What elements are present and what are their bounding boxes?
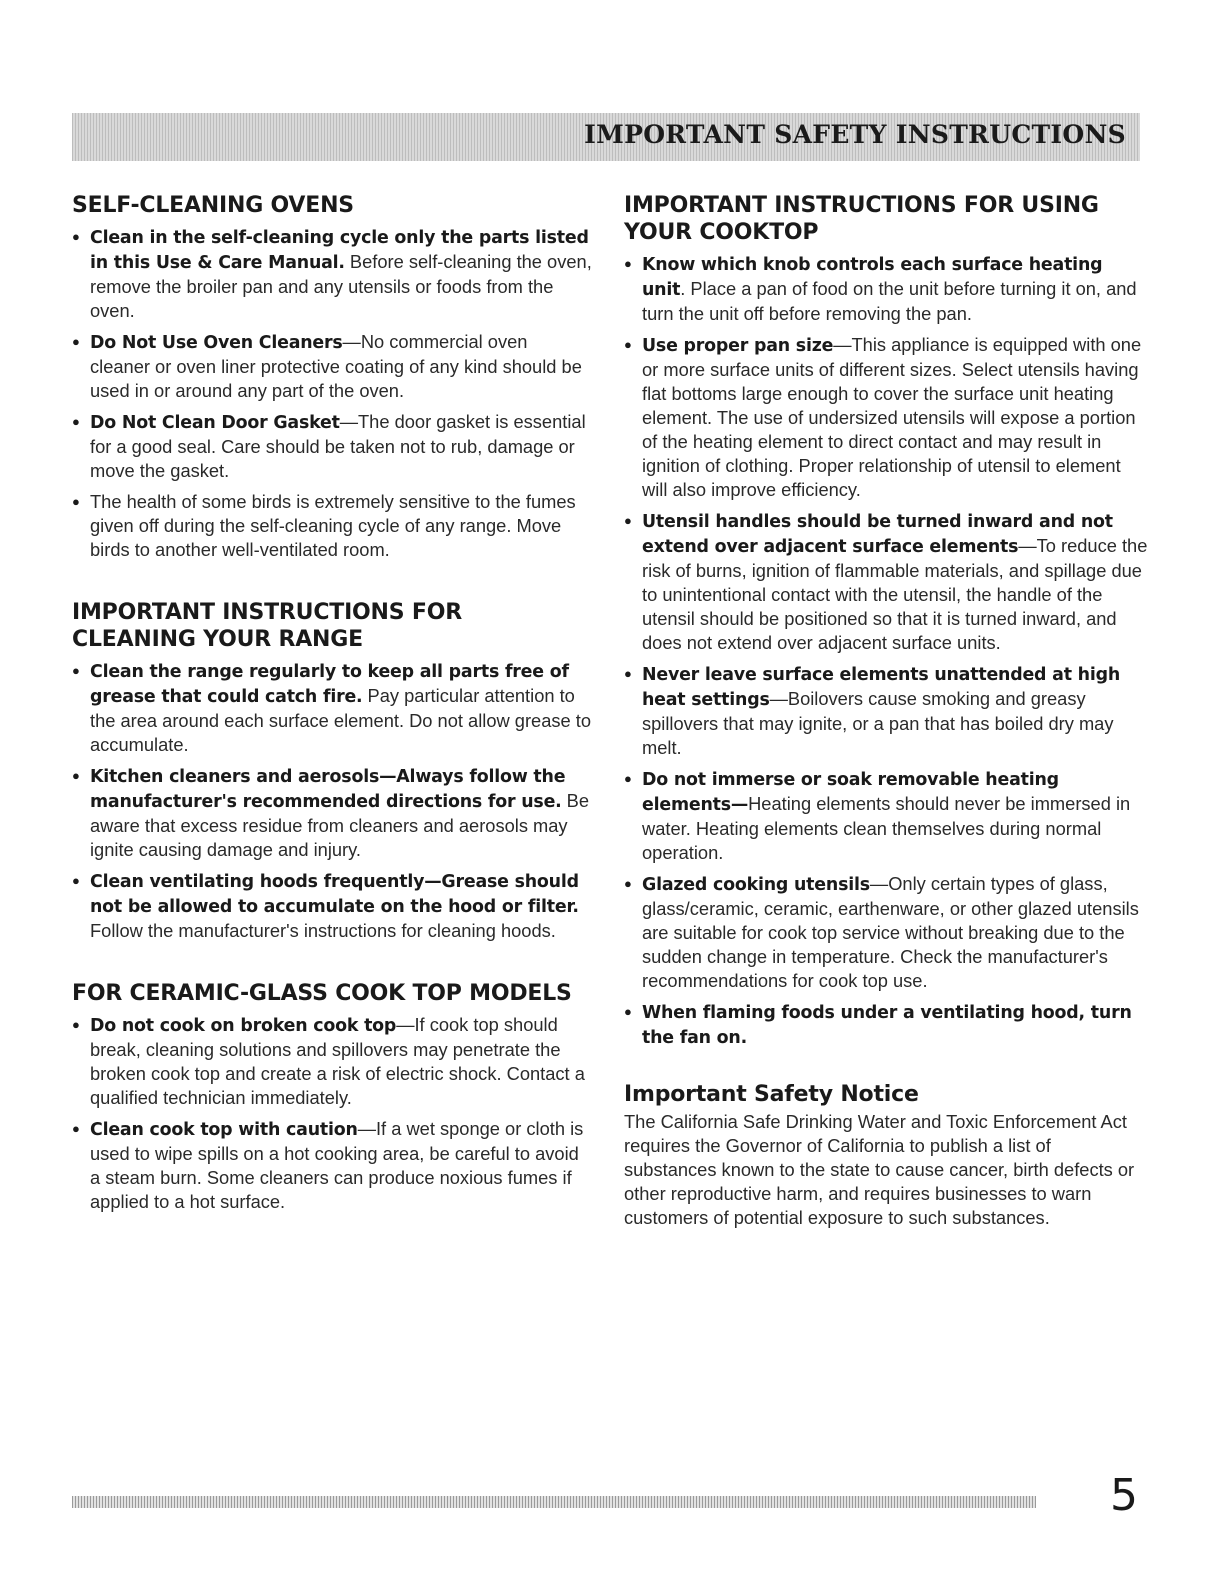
section-title-ceramic-glass: FOR CERAMIC-GLASS COOK TOP MODELS [72,981,572,1006]
list-item: ● Clean cook top with caution—If a wet sponge or cloth is used to wipe spills on a hot cooking area, be careful to avoid a steam burn. Some cleaners can produce noxious fumes if applied to a hot surface. [72,1117,592,1214]
cleaning-range-list [72,659,592,943]
header-banner [72,113,1140,161]
list-item: ● Clean ventilating hoods frequently—Grease should not be allowed to accumulate on the hood or filter. Follow the manufacturer's instructions for cleaning hoods. [72,869,592,943]
section-title-using-cooktop: IMPORTANT INSTRUCTIONS FOR USING YOUR COOKTOP [624,193,1099,245]
page-title: IMPORTANT SAFETY INSTRUCTIONS [584,120,1126,149]
list-item: ● Do not cook on broken cook top—If cook top should break, cleaning solutions and spillovers may penetrate the broken cook top and create a risk of electric shock. Contact a qualified technician immediately. [72,1013,592,1110]
section-title-self-cleaning: SELF-CLEANING OVENS [72,193,354,218]
list-item: ● Never leave surface elements unattended at high heat settings—Boilovers cause smoking and greasy spillovers that may ignite, or a pan that has boiled dry may melt. [624,662,1148,760]
using-cooktop-list [624,252,1148,1050]
right-column [624,192,1148,1230]
list-item: ● Clean in the self-cleaning cycle only the parts listed in this Use & Care Manual. Before self-cleaning the oven, remove the broiler pan and any utensils or foods from the oven. [72,225,592,323]
list-item: ● Do not immerse or soak removable heating elements—Heating elements should never be immersed in water. Heating elements clean themselves during normal operation. [624,767,1148,865]
list-item: ● Clean the range regularly to keep all parts free of grease that could catch fire. Pay particular attention to the area around each surface element. Do not allow grease to accumulate. [72,659,592,757]
list-item: ● Do Not Clean Door Gasket—The door gasket is essential for a good seal. Care should be taken not to rub, damage or move the gasket. [72,410,592,483]
list-item: ● Kitchen cleaners and aerosols—Always follow the manufacturer's recommended directions for use. Be aware that excess residue from cleaners and aerosols may ignite causing damage and injury. [72,764,592,862]
safety-notice-text: The California Safe Drinking Water and Toxic Enforcement Act requires the Governor of California to publish a list of substances known to the state to cause cancer, birth defects or other reproductive harm, and requires businesses to warn customers of potential exposure to such substances. [624,1111,1135,1228]
list-item: ● Glazed cooking utensils—Only certain types of glass, glass/ceramic, ceramic, earthenware, or other glazed utensils are suitable for cook top service without breaking due to the sudden change in temperature. Check the manufacturer's recommendations for cook top use. [624,872,1148,993]
section-title-safety-notice: Important Safety Notice [624,1082,919,1107]
footer-bar [72,1496,1036,1508]
section-title-cleaning-range: IMPORTANT INSTRUCTIONS FOR CLEANING YOUR RANGE [72,600,462,652]
self-cleaning-list [72,225,592,562]
left-column [72,192,592,1221]
list-item: ● Utensil handles should be turned inward and not extend over adjacent surface elements—To reduce the risk of burns, ignition of flammable materials, and spillage due to unintentional contact with the utensil, the handle of the utensil should be positioned so that it is turned inward, and does not extend over adjacent surface units. [624,509,1148,655]
list-item: ● Do Not Use Oven Cleaners—No commercial oven cleaner or oven liner protective coating of any kind should be used in or around any part of the oven. [72,330,592,403]
list-item: ● Use proper pan size—This appliance is equipped with one or more surface units of different sizes. Select utensils having flat bottoms large enough to cover the surface unit heating element. The use of undersized utensils will expose a portion of the heating element to direct contact and may result in ignition of clothing. Proper relationship of utensil to element will also improve efficiency. [624,333,1148,502]
list-item: ● Know which knob controls each surface heating unit. Place a pan of food on the unit before turning it on, and turn the unit off before removing the pan. [624,252,1148,326]
ceramic-glass-list [72,1013,592,1214]
list-item: ● The health of some birds is extremely sensitive to the fumes given off during the self-cleaning cycle of any range. Move birds to another well-ventilated room. [72,490,592,562]
page-number: 5 [1110,1470,1138,1521]
list-item: ● When flaming foods under a ventilating hood, turn the fan on. [624,1000,1148,1050]
